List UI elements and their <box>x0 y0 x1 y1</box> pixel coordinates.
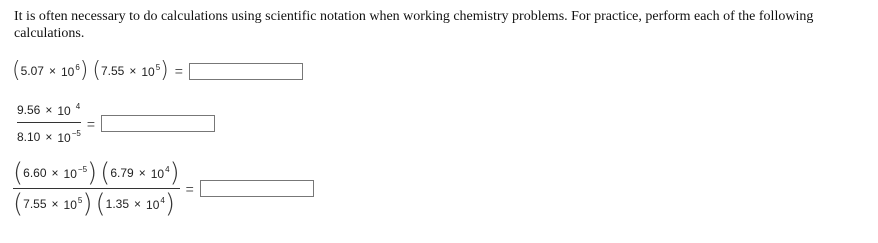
times-sign: × <box>129 64 137 78</box>
base: $10^5$ <box>63 196 83 212</box>
base: $10^4$ <box>150 165 170 181</box>
times-sign: × <box>134 197 142 211</box>
denominator <box>17 122 81 145</box>
times-sign: × <box>51 166 59 180</box>
times-sign: × <box>48 64 56 78</box>
right-paren: ) <box>169 158 180 188</box>
equals-sign: = <box>174 63 183 79</box>
left-paren: ( <box>13 189 24 219</box>
answer-input-1[interactable] <box>189 63 303 80</box>
exponent: 4 <box>75 102 81 111</box>
exponent: 4 <box>165 165 170 174</box>
instructions-text: It is often necessary to do calculations using scientific notation when working chemistry problems. For practice, perform each of the following calculations. <box>14 9 814 41</box>
mantissa: 9.56 <box>17 103 41 117</box>
numerator <box>17 102 81 122</box>
base: $10^6$ <box>60 63 80 79</box>
times-sign: × <box>138 166 146 180</box>
mantissa: 1.35 <box>105 197 130 211</box>
base: $10^4$ <box>146 196 165 212</box>
base: 10 $^4$ <box>57 102 81 118</box>
mantissa: 6.79 <box>110 166 134 180</box>
times-sign: × <box>45 103 53 117</box>
left-paren: ( <box>92 58 101 83</box>
right-paren: ) <box>79 58 89 83</box>
exponent: 4 <box>160 196 165 205</box>
mantissa: 6.60 <box>23 166 47 180</box>
equals-sign: = <box>86 115 96 132</box>
right-paren: ) <box>164 189 175 219</box>
exponent: 5 <box>77 196 83 205</box>
exponent: −5 <box>71 129 81 138</box>
right-paren: ) <box>82 189 93 219</box>
fraction <box>17 102 81 145</box>
equals-sign: = <box>185 180 194 197</box>
mantissa: 7.55 <box>23 197 47 211</box>
problem-2 <box>17 102 215 145</box>
left-paren: ( <box>13 158 24 188</box>
base: $10^{-5}$ <box>57 129 81 145</box>
exponent: −5 <box>77 165 88 174</box>
exponent: 5 <box>155 63 161 72</box>
answer-input-3[interactable] <box>200 180 314 197</box>
right-paren: ) <box>87 158 98 188</box>
times-sign: × <box>51 197 59 211</box>
left-paren: ( <box>12 58 21 83</box>
mantissa: 8.10 <box>17 130 41 144</box>
problem-1 <box>12 60 303 82</box>
fraction <box>13 160 180 217</box>
base: $10^5$ <box>141 63 161 79</box>
times-sign: × <box>45 130 53 144</box>
base: $10^{-5}$ <box>63 165 88 181</box>
exponent: 6 <box>75 63 80 72</box>
left-paren: ( <box>100 158 111 188</box>
denominator <box>13 188 180 217</box>
answer-input-2[interactable] <box>101 115 215 132</box>
right-paren: ) <box>160 58 169 83</box>
mantissa: 7.55 <box>100 64 125 78</box>
mantissa: 5.07 <box>20 64 44 78</box>
problem-3 <box>13 160 314 217</box>
numerator <box>13 160 180 188</box>
left-paren: ( <box>95 189 106 219</box>
